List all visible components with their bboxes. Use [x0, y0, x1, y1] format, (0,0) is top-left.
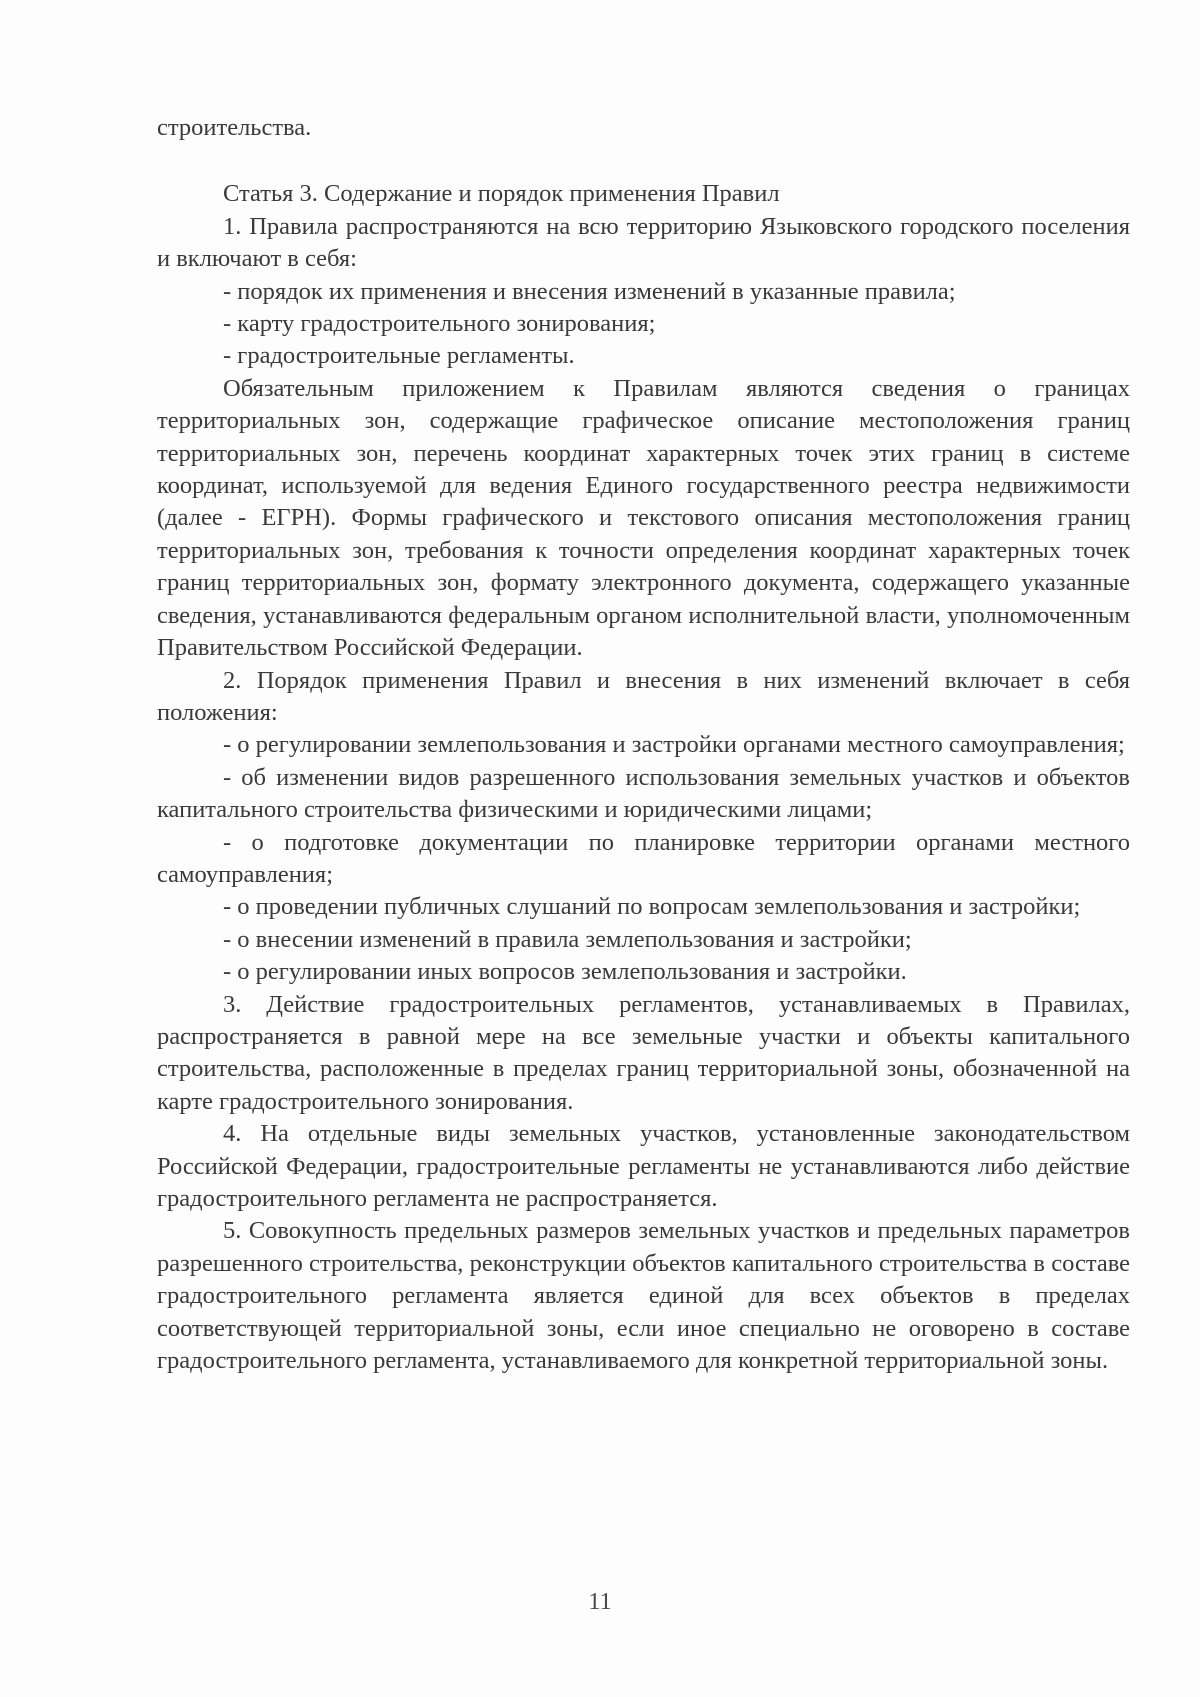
list-item: - о регулировании землепользования и застройки органами местного самоуправления; — [223, 731, 1125, 759]
paragraph-1: 1. Правила распространяются на всю территорию Языковского городского поселения и включают в себя: — [157, 212, 1130, 273]
list-item: - о регулировании иных вопросов землепользования и застройки. — [223, 958, 907, 986]
document-body — [157, 112, 1130, 1377]
paragraph-3: 3. Действие градостроительных регламентов, устанавливаемых в Правилах, распространяется в равной мере на все земельные участки и объекты капитального строительства, расположенные в пределах границ территориальной зоны, обозначенной на карте градостроительного зонирования. — [157, 990, 1130, 1115]
list-item: - порядок их применения и внесения изменений в указанные правила; — [223, 277, 956, 305]
paragraph-5: 5. Совокупность предельных размеров земельных участков и предельных параметров разрешенного строительства, реконструкции объектов капитального строительства в составе градостроительного регламента является единой для всех объектов в пределах соответствующей территориальной зоны, если иное специально не оговорено в составе градостроительного регламента, устанавливаемого для конкретной территориальной зоны. — [157, 1217, 1130, 1375]
article-heading: Статья 3. Содержание и порядок применения Правил — [223, 180, 780, 208]
paragraph-annex: Обязательным приложением к Правилам являются сведения о границах территориальных зон, содержащие графическое описание местоположения границ территориальных зон, перечень координат характерных точек этих границ в системе координат, используемой для ведения Единого государственного реестра недвижимости (далее - ЕГРН). Формы графического и текстового описания местоположения границ территориальных зон, требования к точности определения координат характерных точек границ территориальных зон, формату электронного документа, содержащего указанные сведения, устанавливаются федеральным органом исполнительной власти, уполномоченным Правительством Российской Федерации. — [157, 374, 1130, 662]
paragraph-4: 4. На отдельные виды земельных участков, установленные законодательством Российской Федерации, градостроительные регламенты не устанавливаются либо действие градостроительного регламента не распространяется. — [157, 1120, 1130, 1212]
list-item: - о подготовке документации по планировке территории органами местного самоуправления; — [157, 828, 1130, 888]
continuation-line: строительства. — [157, 114, 312, 141]
paragraph-2: 2. Порядок применения Правил и внесения в них изменений включает в себя положения: — [157, 666, 1130, 726]
list-item: - о проведении публичных слушаний по вопросам землепользования и застройки; — [223, 893, 1081, 921]
page-number: 11 — [588, 1588, 612, 1615]
list-item: - об изменении видов разрешенного использования земельных участков и объектов капитального строительства физическими и юридическими лицами; — [157, 763, 1130, 824]
list-item: - о внесении изменений в правила землепользования и застройки; — [223, 925, 912, 953]
list-item: - карту градостроительного зонирования; — [223, 310, 656, 338]
list-item: - градостроительные регламенты. — [223, 342, 575, 370]
